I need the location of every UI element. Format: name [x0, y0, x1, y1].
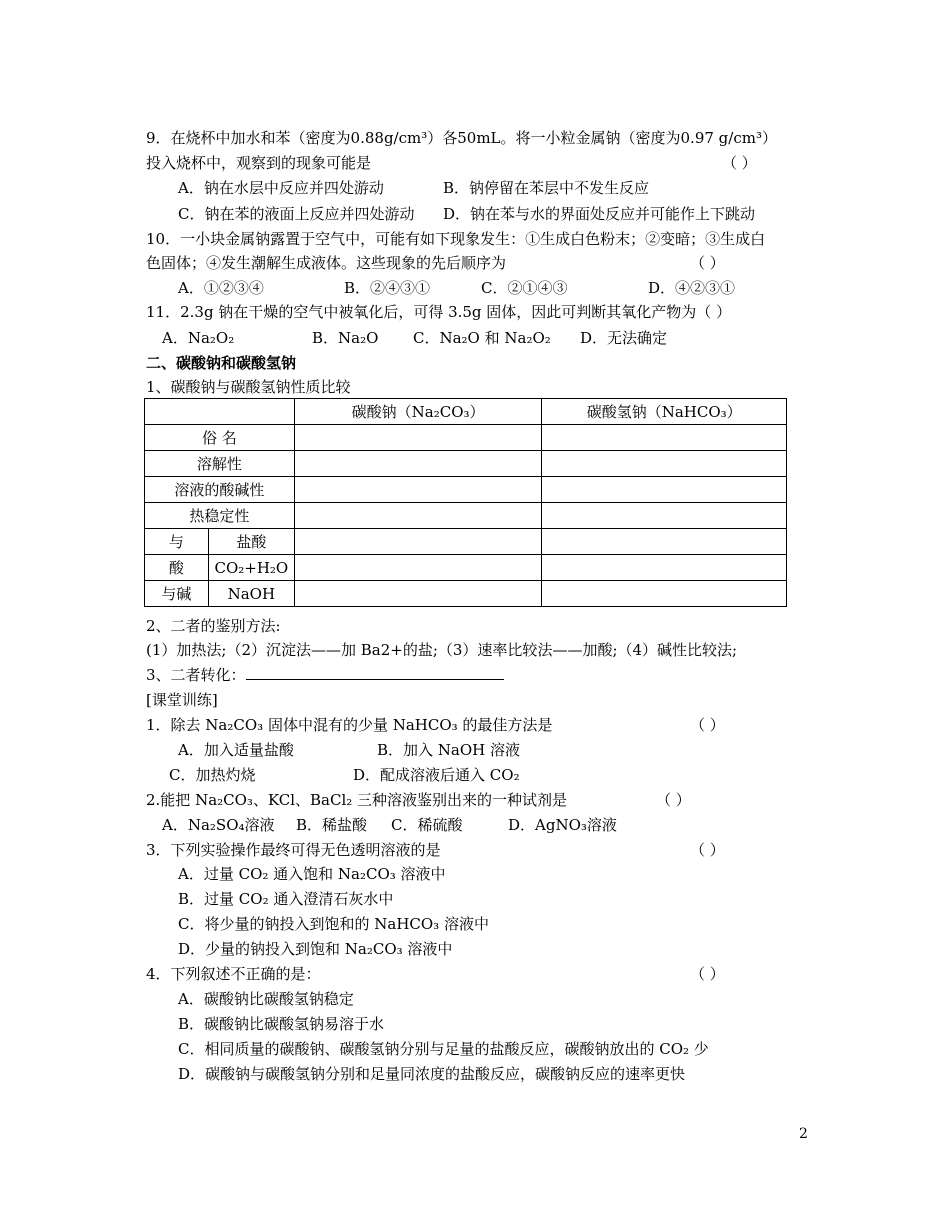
- table-row: [145, 529, 787, 555]
- p4-option-d: D．碳酸钠与碳酸氢钠分别和足量同浓度的盐酸反应，碳酸钠反应的速率更快: [178, 1065, 686, 1083]
- p1-option-c: C．加热灼烧: [169, 766, 256, 784]
- row-label-solubility: 溶解性: [145, 451, 295, 477]
- p2-option-a: A．Na₂SO₄溶液: [162, 816, 275, 834]
- table-row: [145, 503, 787, 529]
- q10-line1: 10．一小块金属钠露置于空气中，可能有如下现象发生：①生成白色粉末；②变暗；③生成白: [146, 230, 766, 248]
- p1-stem: 1．除去 Na₂CO₃ 固体中混有的少量 NaHCO₃ 的最佳方法是: [146, 716, 553, 734]
- p2-option-b: B．稀盐酸: [296, 816, 368, 834]
- p1-option-d: D．配成溶液后通入 CO₂: [353, 766, 520, 784]
- table-header-row: [145, 399, 787, 425]
- p2-option-c: C．稀硫酸: [391, 816, 463, 834]
- p3-stem: 3．下列实验操作最终可得无色透明溶液的是: [146, 841, 441, 859]
- q10-option-b: B．②④③①: [344, 279, 431, 297]
- section-sub2: 2、二者的鉴别方法:: [146, 617, 281, 635]
- q11-option-b: B．Na₂O: [312, 329, 379, 347]
- q9-line2: 投入烧杯中，观察到的现象可能是: [146, 154, 372, 172]
- p1-answer-paren: （ ）: [690, 716, 725, 734]
- page-number: 2: [799, 1126, 808, 1142]
- row-label-naoh: NaOH: [208, 581, 294, 607]
- table-row: [145, 425, 787, 451]
- section-heading: 二、碳酸钠和碳酸氢钠: [146, 354, 297, 372]
- q9-option-c: C．钠在苯的液面上反应并四处游动: [178, 205, 415, 223]
- table-cell: [294, 451, 542, 477]
- table-cell: [294, 529, 542, 555]
- table-row: [145, 555, 787, 581]
- row-label-common-name: 俗 名: [145, 425, 295, 451]
- q11-option-c: C．Na₂O 和 Na₂O₂: [413, 329, 551, 347]
- p1-option-b: B．加入 NaOH 溶液: [377, 741, 521, 759]
- table-cell: [542, 581, 787, 607]
- table-row: [145, 581, 787, 607]
- q10-line2: 色固体；④发生潮解生成液体。这些现象的先后顺序为: [146, 254, 507, 272]
- row-label-hcl: 盐酸: [208, 529, 294, 555]
- table-cell: [294, 477, 542, 503]
- table-cell: [542, 477, 787, 503]
- q10-answer-paren: （ ）: [690, 254, 725, 272]
- table-corner-cell: [145, 399, 295, 425]
- q11-line1: 11．2.3g 钠在干燥的空气中被氧化后，可得 3.5g 固体，因此可判断其氧化产物为（ ）: [146, 303, 732, 321]
- q10-option-c: C．②①④③: [481, 279, 568, 297]
- q9-answer-paren: （ ）: [722, 154, 757, 172]
- row-label-co2-h2o: CO₂+H₂O: [208, 555, 294, 581]
- q10-option-d: D．④②③①: [648, 279, 736, 297]
- p2-option-d: D．AgNO₃溶液: [508, 816, 617, 834]
- table-cell: [294, 503, 542, 529]
- row-label-acid-2: 酸: [145, 555, 209, 581]
- table-header-na2co3: 碳酸钠（Na₂CO₃）: [294, 399, 542, 425]
- table-cell: [294, 425, 542, 451]
- fill-in-blank: [246, 665, 504, 680]
- p4-option-c: C．相同质量的碳酸钠、碳酸氢钠分别与足量的盐酸反应，碳酸钠放出的 CO₂ 少: [178, 1040, 709, 1058]
- p3-answer-paren: （ ）: [690, 841, 725, 859]
- p4-option-a: A．碳酸钠比碳酸氢钠稳定: [178, 990, 354, 1008]
- q10-option-a: A．①②③④: [178, 279, 264, 297]
- p3-option-b: B．过量 CO₂ 通入澄清石灰水中: [178, 890, 394, 908]
- table-row: [145, 477, 787, 503]
- practice-heading: [课堂训练]: [146, 691, 218, 709]
- p4-stem: 4．下列叙述不正确的是：: [146, 965, 321, 983]
- row-label-acid-1: 与: [145, 529, 209, 555]
- table-header-nahco3: 碳酸氢钠（NaHCO₃）: [542, 399, 787, 425]
- q11-option-a: A．Na₂O₂: [162, 329, 235, 347]
- p3-option-d: D．少量的钠投入到饱和 Na₂CO₃ 溶液中: [178, 940, 453, 958]
- q9-option-a: A．钠在水层中反应并四处游动: [178, 179, 384, 197]
- row-label-acidity: 溶液的酸碱性: [145, 477, 295, 503]
- identification-methods: (1）加热法;（2）沉淀法——加 Ba2+的盐;（3）速率比较法——加酸;（4）碱性比较法;: [146, 641, 738, 659]
- p3-option-c: C．将少量的钠投入到饱和的 NaHCO₃ 溶液中: [178, 915, 489, 933]
- comparison-table: [144, 398, 787, 607]
- table-cell: [542, 529, 787, 555]
- table-row: [145, 451, 787, 477]
- section-sub1: 1、碳酸钠与碳酸氢钠性质比较: [146, 378, 351, 396]
- table-cell: [542, 451, 787, 477]
- table-cell: [294, 581, 542, 607]
- p3-option-a: A．过量 CO₂ 通入饱和 Na₂CO₃ 溶液中: [178, 865, 446, 883]
- q11-option-d: D．无法确定: [580, 329, 668, 347]
- p2-stem: 2.能把 Na₂CO₃、KCl、BaCl₂ 三种溶液鉴别出来的一种试剂是: [146, 791, 568, 809]
- row-label-base: 与碱: [145, 581, 209, 607]
- p2-answer-paren: （ ）: [656, 791, 691, 809]
- section-sub3-label: 3、二者转化：: [146, 666, 246, 684]
- table-cell: [542, 555, 787, 581]
- table-cell: [294, 555, 542, 581]
- q9-line1: 9．在烧杯中加水和苯（密度为0.88g/cm³）各50mL。将一小粒金属钠（密度为0.97 g/cm³）: [146, 129, 777, 147]
- p1-option-a: A．加入适量盐酸: [178, 741, 294, 759]
- row-label-thermal-stability: 热稳定性: [145, 503, 295, 529]
- p4-answer-paren: （ ）: [690, 965, 725, 983]
- table-cell: [542, 425, 787, 451]
- q9-option-d: D．钠在苯与水的界面处反应并可能作上下跳动: [443, 205, 756, 223]
- section-sub3: [146, 665, 504, 685]
- table-cell: [542, 503, 787, 529]
- q9-option-b: B．钠停留在苯层中不发生反应: [443, 179, 650, 197]
- p4-option-b: B．碳酸钠比碳酸氢钠易溶于水: [178, 1015, 385, 1033]
